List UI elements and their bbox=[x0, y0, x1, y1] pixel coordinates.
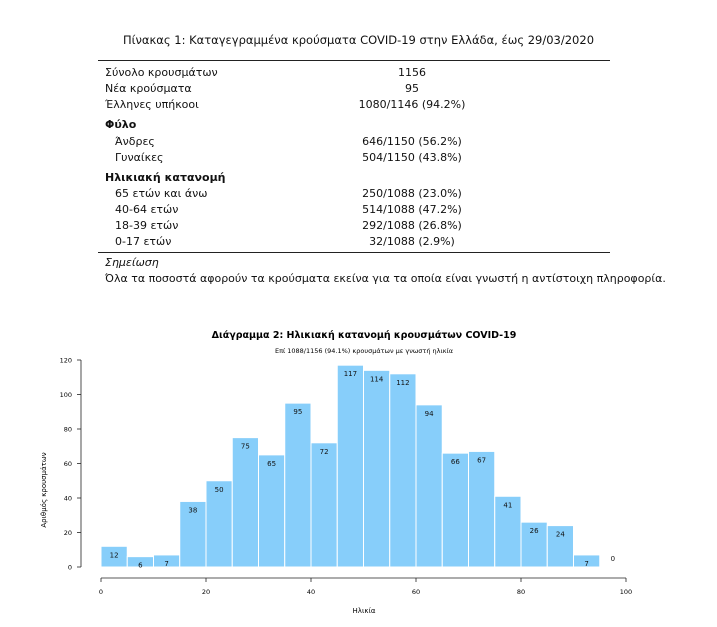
bar-value-label: 114 bbox=[369, 375, 384, 384]
row-value: 646/1150 (56.2%) bbox=[362, 135, 462, 148]
table-section-row bbox=[105, 170, 610, 186]
section-heading-gender: Φύλο bbox=[105, 118, 137, 131]
x-tick-label: 40 bbox=[306, 588, 316, 596]
histogram-bar bbox=[469, 451, 495, 567]
table-row bbox=[105, 81, 610, 97]
table-row bbox=[105, 186, 610, 202]
bar-value-label: 95 bbox=[293, 408, 303, 417]
bar-value-label: 24 bbox=[555, 530, 565, 539]
row-label: 65 ετών και άνω bbox=[115, 187, 208, 200]
y-tick-label: 20 bbox=[63, 529, 72, 537]
x-axis-label: Ηλικία bbox=[352, 607, 376, 615]
table-section-row bbox=[105, 117, 610, 133]
row-label: Σύνολο κρουσμάτων bbox=[105, 66, 218, 79]
y-tick-label: 100 bbox=[59, 391, 72, 399]
histogram-bar bbox=[442, 453, 468, 567]
table-row bbox=[105, 150, 610, 166]
row-label: Νέα κρούσματα bbox=[105, 82, 192, 95]
row-value: 292/1088 (26.8%) bbox=[362, 219, 462, 232]
section-heading-age: Ηλικιακή κατανομή bbox=[105, 171, 226, 184]
y-tick-label: 80 bbox=[63, 425, 72, 434]
bar-value-label: 112 bbox=[396, 378, 410, 387]
age-histogram-chart bbox=[0, 320, 717, 627]
row-value: 250/1088 (23.0%) bbox=[362, 187, 462, 200]
x-axis bbox=[99, 578, 632, 596]
bar-value-label: 0 bbox=[610, 555, 616, 563]
y-axis bbox=[60, 357, 81, 572]
table-top-rule bbox=[98, 60, 610, 61]
histogram-bar bbox=[311, 443, 337, 567]
row-value: 504/1150 (43.8%) bbox=[362, 151, 462, 164]
chart-title: Διάγραμμα 2: Ηλικιακή κατανομή κρουσμάτων COVID-19 bbox=[211, 330, 517, 341]
bar-value-label: 6 bbox=[138, 561, 143, 570]
table-row bbox=[105, 202, 610, 218]
x-tick-label: 0 bbox=[98, 588, 104, 596]
histogram-bar bbox=[232, 438, 258, 567]
row-value: 514/1088 (47.2%) bbox=[362, 203, 462, 216]
x-tick-label: 20 bbox=[201, 588, 211, 596]
histogram-bar bbox=[285, 403, 311, 567]
y-tick-label: 60 bbox=[63, 460, 72, 468]
bar-value-label: 41 bbox=[503, 501, 513, 510]
row-value: 95 bbox=[405, 82, 419, 95]
row-label: 0-17 ετών bbox=[115, 235, 172, 248]
y-tick-label: 120 bbox=[59, 356, 72, 365]
y-tick-label: 0 bbox=[67, 563, 72, 572]
row-value: 1156 bbox=[398, 66, 426, 79]
histogram-bar bbox=[337, 365, 363, 567]
y-tick-label: 40 bbox=[63, 494, 72, 503]
x-tick-label: 100 bbox=[619, 588, 633, 596]
bar-value-label: 72 bbox=[319, 447, 329, 456]
bars-group bbox=[101, 365, 600, 567]
table-row bbox=[105, 65, 610, 81]
table-bottom-rule bbox=[98, 252, 610, 253]
table-row bbox=[105, 97, 610, 113]
bar-value-label: 12 bbox=[109, 551, 119, 560]
bar-value-label: 7 bbox=[584, 559, 589, 568]
row-label: Άνδρες bbox=[115, 135, 155, 148]
chart-subtitle: Επί 1088/1156 (94.1%) κρουσμάτων με γνωστή ηλικία bbox=[274, 347, 454, 355]
table-row bbox=[105, 234, 610, 250]
note-text: Όλα τα ποσοστά αφορούν τα κρούσματα εκείνα για τα οποία είναι γνωστή η αντίστοιχη πληροφορία. bbox=[105, 272, 666, 285]
histogram-bar bbox=[259, 455, 285, 567]
row-label: Έλληνες υπήκοοι bbox=[105, 98, 199, 111]
bar-value-label: 50 bbox=[214, 485, 224, 494]
table-row bbox=[105, 134, 610, 150]
bar-value-label: 7 bbox=[164, 559, 169, 568]
row-label: 40-64 ετών bbox=[115, 203, 179, 216]
bar-value-label: 94 bbox=[424, 409, 434, 418]
bar-value-label: 75 bbox=[240, 442, 250, 451]
x-tick-label: 60 bbox=[411, 588, 421, 596]
histogram-bar bbox=[390, 374, 416, 567]
bar-value-label: 117 bbox=[343, 370, 358, 379]
row-label: 18-39 ετών bbox=[115, 219, 179, 232]
table-row bbox=[105, 218, 610, 234]
note-label: Σημείωση bbox=[105, 256, 159, 269]
bar-value-label: 26 bbox=[529, 527, 539, 536]
bar-value-label: 67 bbox=[477, 456, 487, 465]
bar-value-label: 65 bbox=[267, 459, 277, 468]
row-value: 1080/1146 (94.2%) bbox=[358, 98, 466, 111]
histogram-bar bbox=[364, 370, 390, 567]
x-tick-label: 80 bbox=[516, 588, 526, 596]
y-axis-label: Αριθμός κρουσμάτων bbox=[40, 452, 48, 528]
bar-value-label: 66 bbox=[450, 458, 460, 467]
row-value: 32/1088 (2.9%) bbox=[369, 235, 455, 248]
row-label: Γυναίκες bbox=[115, 151, 164, 164]
table-title: Πίνακας 1: Καταγεγραμμένα κρούσματα COVID-19 στην Ελλάδα, έως 29/03/2020 bbox=[122, 33, 595, 47]
bar-value-label: 38 bbox=[188, 506, 198, 515]
histogram-bar bbox=[416, 405, 442, 567]
